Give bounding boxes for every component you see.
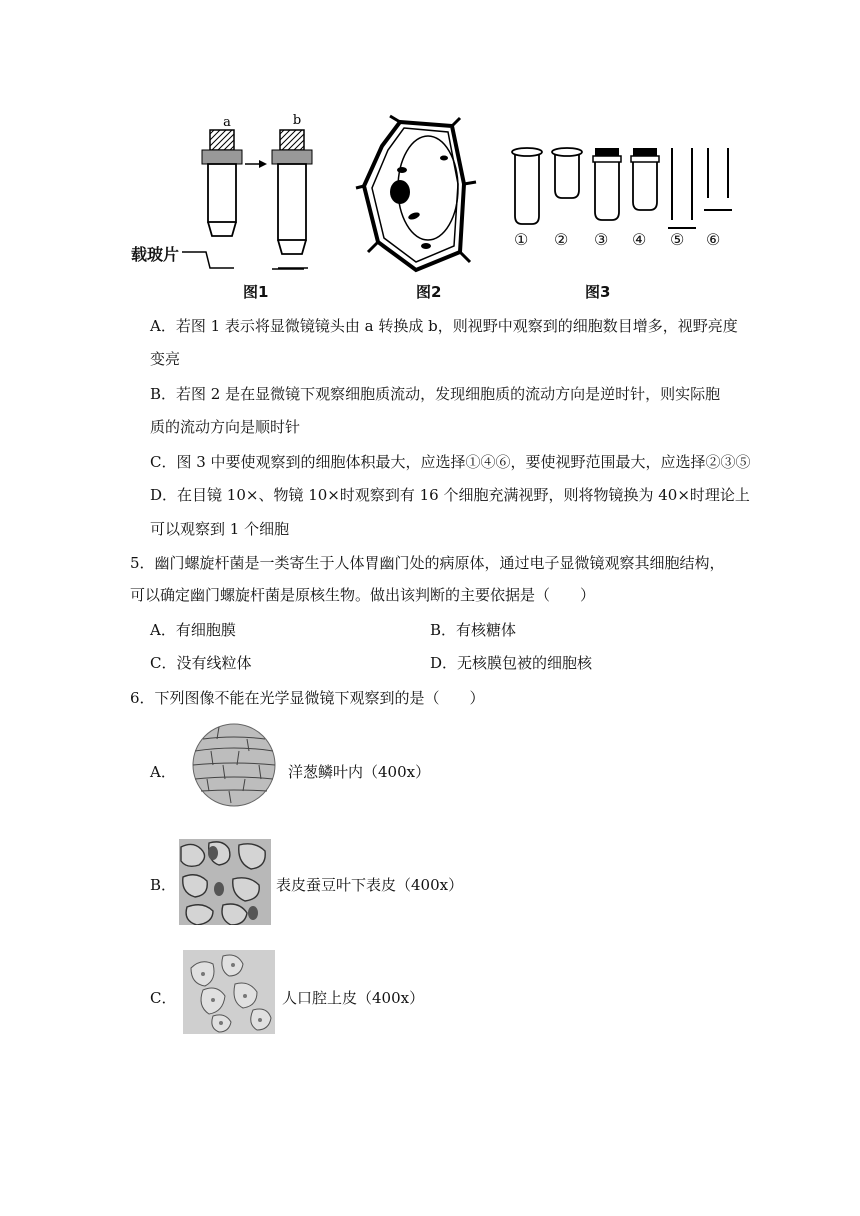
q4-option-d-line1: D．在目镜 10×、物镜 10×时观察到有 16 个细胞充满视野，则将物镜换为 40×时理论上 xyxy=(150,486,750,504)
objective-4-icon xyxy=(628,146,662,216)
q4-option-d-line2: 可以观察到 1 个细胞 xyxy=(150,520,290,538)
distance-5-icon xyxy=(668,146,698,232)
q6-option-b-caption: 表皮蚕豆叶下表皮（400x） xyxy=(276,876,464,894)
q4-option-a-line2: 变亮 xyxy=(150,350,181,368)
q6-option-a-caption: 洋葱鳞叶内（400x） xyxy=(288,763,431,781)
plant-cell-diagram xyxy=(360,118,480,278)
distance-6-icon xyxy=(704,146,734,216)
q6-option-a-letter: A． xyxy=(150,763,176,781)
eyepiece-1-icon xyxy=(510,146,544,226)
broad-bean-epidermis-micrograph xyxy=(179,839,271,925)
figure-2-caption: 图2 xyxy=(416,283,442,301)
onion-epidermis-micrograph xyxy=(189,723,279,807)
lens-number: ① xyxy=(514,230,529,249)
lens-number: ⑥ xyxy=(706,230,721,249)
q5-option-a: A．有细胞膜 xyxy=(150,621,236,639)
slide-label: 载玻片 xyxy=(131,245,180,264)
q4-option-c-line1: C．图 3 中要使观察到的细胞体积最大，应选择①④⑥，要使视野范围最大，应选择②③⑤ xyxy=(150,453,751,471)
q5-stem-line2: 可以确定幽门螺旋杆菌是原核生物。做出该判断的主要依据是（ ） xyxy=(130,586,596,604)
q5-option-b: B．有核糖体 xyxy=(430,621,517,639)
lens-number: ⑤ xyxy=(670,230,685,249)
slide-pointer-lines xyxy=(180,248,280,278)
microscope-lens-a-icon xyxy=(198,115,258,248)
q4-option-b-line1: B．若图 2 是在显微镜下观察细胞质流动，发现细胞质的流动方向是逆时针，则实际胞 xyxy=(150,385,721,403)
q6-option-c-caption: 人口腔上皮（400x） xyxy=(282,989,425,1007)
lens-number: ④ xyxy=(632,230,647,249)
figure-1-caption: 图1 xyxy=(243,283,269,301)
q6-option-c-letter: C． xyxy=(150,989,177,1007)
lens-a-label: a xyxy=(223,115,231,130)
slide-line-right xyxy=(272,267,312,271)
objective-3-icon xyxy=(590,146,624,226)
q5-option-c: C．没有线粒体 xyxy=(150,654,252,672)
lens-number: ② xyxy=(554,230,569,249)
lens-b-label: b xyxy=(292,113,302,128)
q4-option-b-line2: 质的流动方向是顺时针 xyxy=(150,418,301,436)
q4-option-a-line1: A．若图 1 表示将显微镜镜头由 a 转换成 b，则视野中观察到的细胞数目增多，视野亮度 xyxy=(150,317,738,335)
microscope-lens-b-icon xyxy=(268,113,328,266)
q6-stem: 6．下列图像不能在光学显微镜下观察到的是（ ） xyxy=(130,689,485,707)
q5-stem-line1: 5．幽门螺旋杆菌是一类寄生于人体胃幽门处的病原体，通过电子显微镜观察其细胞结构， xyxy=(130,554,725,572)
figure-3-caption: 图3 xyxy=(585,283,611,301)
q5-option-d: D．无核膜包被的细胞核 xyxy=(430,654,593,672)
q6-option-b-letter: B． xyxy=(150,876,177,894)
eyepiece-2-icon xyxy=(550,146,584,206)
oral-epithelium-micrograph xyxy=(183,950,275,1034)
lens-number: ③ xyxy=(594,230,609,249)
arrow-right-icon xyxy=(245,158,269,170)
